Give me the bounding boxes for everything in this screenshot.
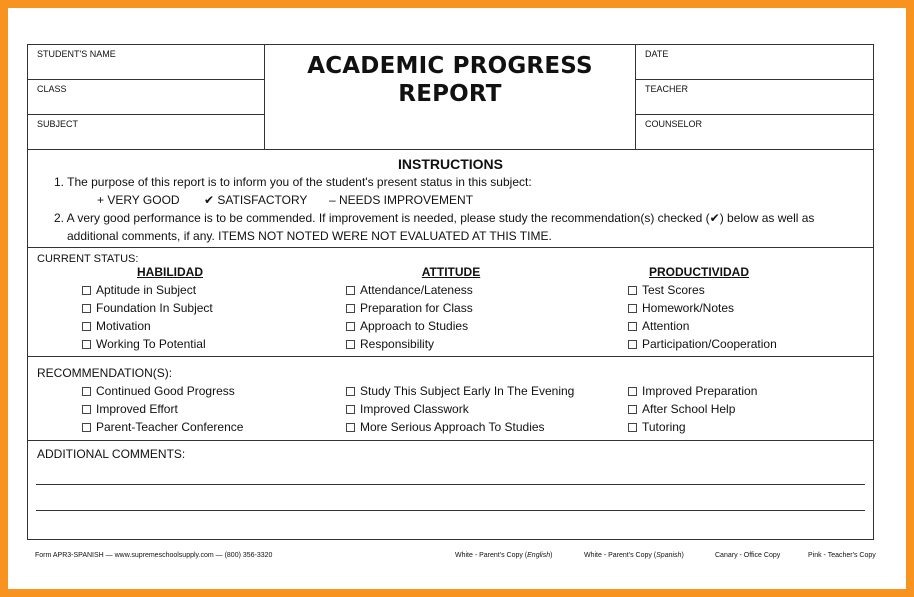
current-status-section [28, 248, 873, 357]
subject-label: SUBJECT [37, 119, 79, 129]
legend-satisfactory: ✔ SATISFACTORY [204, 193, 308, 207]
rec-checkbox-improved-preparation[interactable]: Improved Preparation [628, 384, 757, 398]
checkbox-icon [628, 322, 637, 331]
title-line-2: REPORT [398, 81, 502, 107]
instructions-section [28, 150, 873, 248]
status-checkbox-approach[interactable]: Approach to Studies [346, 319, 468, 333]
rec-checkbox-serious-approach[interactable]: More Serious Approach To Studies [346, 420, 545, 434]
checkbox-icon [82, 322, 91, 331]
staff-info-column [635, 45, 873, 150]
recommendations-label: RECOMMENDATION(S): [37, 366, 173, 380]
status-checkbox-responsibility[interactable]: Responsibility [346, 337, 434, 351]
checkbox-icon [346, 340, 355, 349]
checkbox-icon [628, 304, 637, 313]
rec-checkbox-improved-classwork[interactable]: Improved Classwork [346, 402, 469, 416]
productividad-heading: PRODUCTIVIDAD [648, 265, 749, 279]
status-checkbox-working-potential[interactable]: Working To Potential [82, 337, 206, 351]
comment-line-2[interactable] [36, 510, 865, 511]
rec-checkbox-continued-progress[interactable]: Continued Good Progress [82, 384, 235, 398]
form-title [265, 45, 635, 108]
student-info-column [28, 45, 265, 150]
status-checkbox-homework[interactable]: Homework/Notes [628, 301, 734, 315]
rec-checkbox-after-school[interactable]: After School Help [628, 402, 735, 416]
legend-needs-improvement: – NEEDS IMPROVEMENT [329, 193, 474, 207]
checkbox-icon [346, 405, 355, 414]
current-status-label: CURRENT STATUS: [37, 253, 139, 265]
status-checkbox-preparation[interactable]: Preparation for Class [346, 301, 473, 315]
checkbox-icon [346, 286, 355, 295]
instruction-line-3: additional comments, if any. ITEMS NOT NOTED WERE NOT EVALUATED AT THIS TIME. [67, 229, 552, 243]
counselor-field[interactable] [636, 115, 873, 150]
instruction-line-1: 1. The purpose of this report is to inform you of the student's present status in this subject: [54, 175, 532, 189]
checkbox-icon [628, 387, 637, 396]
rec-checkbox-study-early[interactable]: Study This Subject Early In The Evening [346, 384, 574, 398]
checkbox-icon [82, 304, 91, 313]
rec-checkbox-tutoring[interactable]: Tutoring [628, 420, 686, 434]
progress-report-form [27, 44, 874, 540]
legend-very-good: + VERY GOOD [97, 193, 180, 207]
form-header [28, 45, 873, 150]
attitude-heading: ATTITUDE [421, 265, 481, 279]
date-label: DATE [645, 49, 669, 59]
status-checkbox-aptitude[interactable]: Aptitude in Subject [82, 283, 196, 297]
status-checkbox-participation[interactable]: Participation/Cooperation [628, 337, 777, 351]
student-name-label: STUDENT'S NAME [37, 49, 116, 59]
status-checkbox-foundation[interactable]: Foundation In Subject [82, 301, 213, 315]
counselor-label: COUNSELOR [645, 119, 703, 129]
additional-comments-section[interactable] [28, 441, 873, 539]
recommendations-section [28, 357, 873, 441]
status-checkbox-attendance[interactable]: Attendance/Lateness [346, 283, 473, 297]
title-line-1: ACADEMIC PROGRESS [307, 53, 593, 79]
footer-copy-spanish: White - Parent's Copy (Spanish) [584, 552, 684, 559]
rec-checkbox-parent-teacher[interactable]: Parent-Teacher Conference [82, 420, 243, 434]
footer-copy-office: Canary - Office Copy [715, 552, 781, 559]
subject-field[interactable] [28, 115, 264, 150]
checkbox-icon [628, 340, 637, 349]
student-name-field[interactable] [28, 45, 264, 80]
checkbox-icon [346, 322, 355, 331]
checkbox-icon [82, 423, 91, 432]
class-field[interactable] [28, 80, 264, 115]
status-checkbox-test-scores[interactable]: Test Scores [628, 283, 705, 297]
checkbox-icon [346, 423, 355, 432]
class-label: CLASS [37, 84, 67, 94]
footer-form-info: Form APR3-SPANISH — www.supremeschoolsupply.com — (800) 356-3320 [35, 552, 273, 559]
status-checkbox-motivation[interactable]: Motivation [82, 319, 151, 333]
footer-copy-teacher: Pink - Teacher's Copy [808, 552, 876, 559]
teacher-label: TEACHER [645, 84, 689, 94]
comments-label: ADDITIONAL COMMENTS: [37, 447, 186, 461]
checkbox-icon [82, 387, 91, 396]
instruction-line-2: 2. A very good performance is to be commended. If improvement is needed, please study the recommendation(s) checked (✔) below as well as [54, 211, 815, 225]
status-checkbox-attention[interactable]: Attention [628, 319, 689, 333]
checkbox-icon [346, 387, 355, 396]
checkbox-icon [346, 304, 355, 313]
checkbox-icon [628, 423, 637, 432]
checkbox-icon [82, 405, 91, 414]
date-field[interactable] [636, 45, 873, 80]
habilidad-heading: HABILIDAD [137, 265, 203, 279]
rec-checkbox-improved-effort[interactable]: Improved Effort [82, 402, 178, 416]
footer-copy-english: White - Parent's Copy (English) [455, 552, 553, 559]
instructions-heading: INSTRUCTIONS [398, 156, 503, 172]
checkbox-icon [628, 405, 637, 414]
teacher-field[interactable] [636, 80, 873, 115]
checkbox-icon [82, 286, 91, 295]
checkbox-icon [628, 286, 637, 295]
comment-line-1[interactable] [36, 484, 865, 485]
checkbox-icon [82, 340, 91, 349]
